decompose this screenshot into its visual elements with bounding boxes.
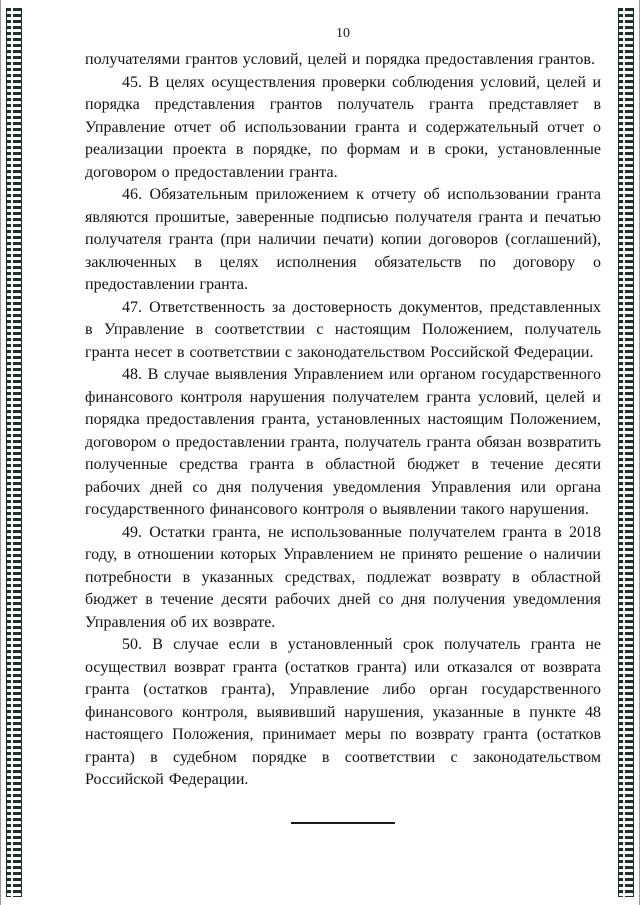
page-number: 10 bbox=[336, 26, 350, 41]
paragraph-item-50: 50. В случае если в установленный срок получатель гранта не осуществил возврат гранта (остатков гранта) или отказался от возврата гранта (остатков гранта), Управление либо орган государственного финансового контроля, выявивший нарушения, указанные в пункте 48 настоящего Положения, принимает меры по возврату гранта (остатков гранта) в судебном порядке в соответствии с законодательством Российской Федерации. bbox=[85, 636, 601, 788]
section-divider bbox=[291, 822, 395, 824]
paragraph-item-48: 48. В случае выявления Управлением или органом государственного финансового контроля нарушения получателем гранта условий, целей и порядка предоставления гранта, установленных настоящим Положением, договором о предоставлении гранта, получатель гранта обязан возвратить полученные средства гранта в областной бюджет в течение десяти рабочих дней со дня получения уведомления Управления или органа государственного финансового контроля о выявлении такого нарушения. bbox=[85, 366, 601, 518]
paragraph-item-46: 46. Обязательным приложением к отчету об использовании гранта являются прошитые, заверенные подписью получателя гранта и печатью получателя гранта (при наличии печати) копии договоров (соглашений), заключенных в целях исполнения обязательств по договору о предоставлении гранта. bbox=[85, 186, 601, 293]
decorative-border-right bbox=[618, 8, 634, 897]
paragraph-continuation: получателями грантов условий, целей и порядка предоставления грантов. bbox=[85, 51, 595, 68]
paragraph-item-49: 49. Остатки гранта, не использованные получателем гранта в 2018 году, в отношении которых Управлением не принято решение о наличии потребности в указанных средствах, подлежат возврату в областной бюджет в течение десяти рабочих дней со дня получения уведомления Управления об их возврате. bbox=[85, 523, 601, 631]
page-content bbox=[85, 26, 601, 824]
paragraph-item-45: 45. В целях осуществления проверки соблюдения условий, целей и порядка представления грантов получатель гранта представляет в Управление отчет об использовании гранта и содержательный отчет о реализации проекта в порядке, по формам и в сроки, установленные договором о предоставлении гранта. bbox=[85, 73, 601, 181]
paragraph-item-47: 47. Ответственность за достоверность документов, представленных в Управление в соответствии с настоящим Положением, получатель гранта несет в соответствии с законодательством Российской Федерации. bbox=[85, 298, 601, 361]
decorative-border-left bbox=[6, 8, 22, 897]
